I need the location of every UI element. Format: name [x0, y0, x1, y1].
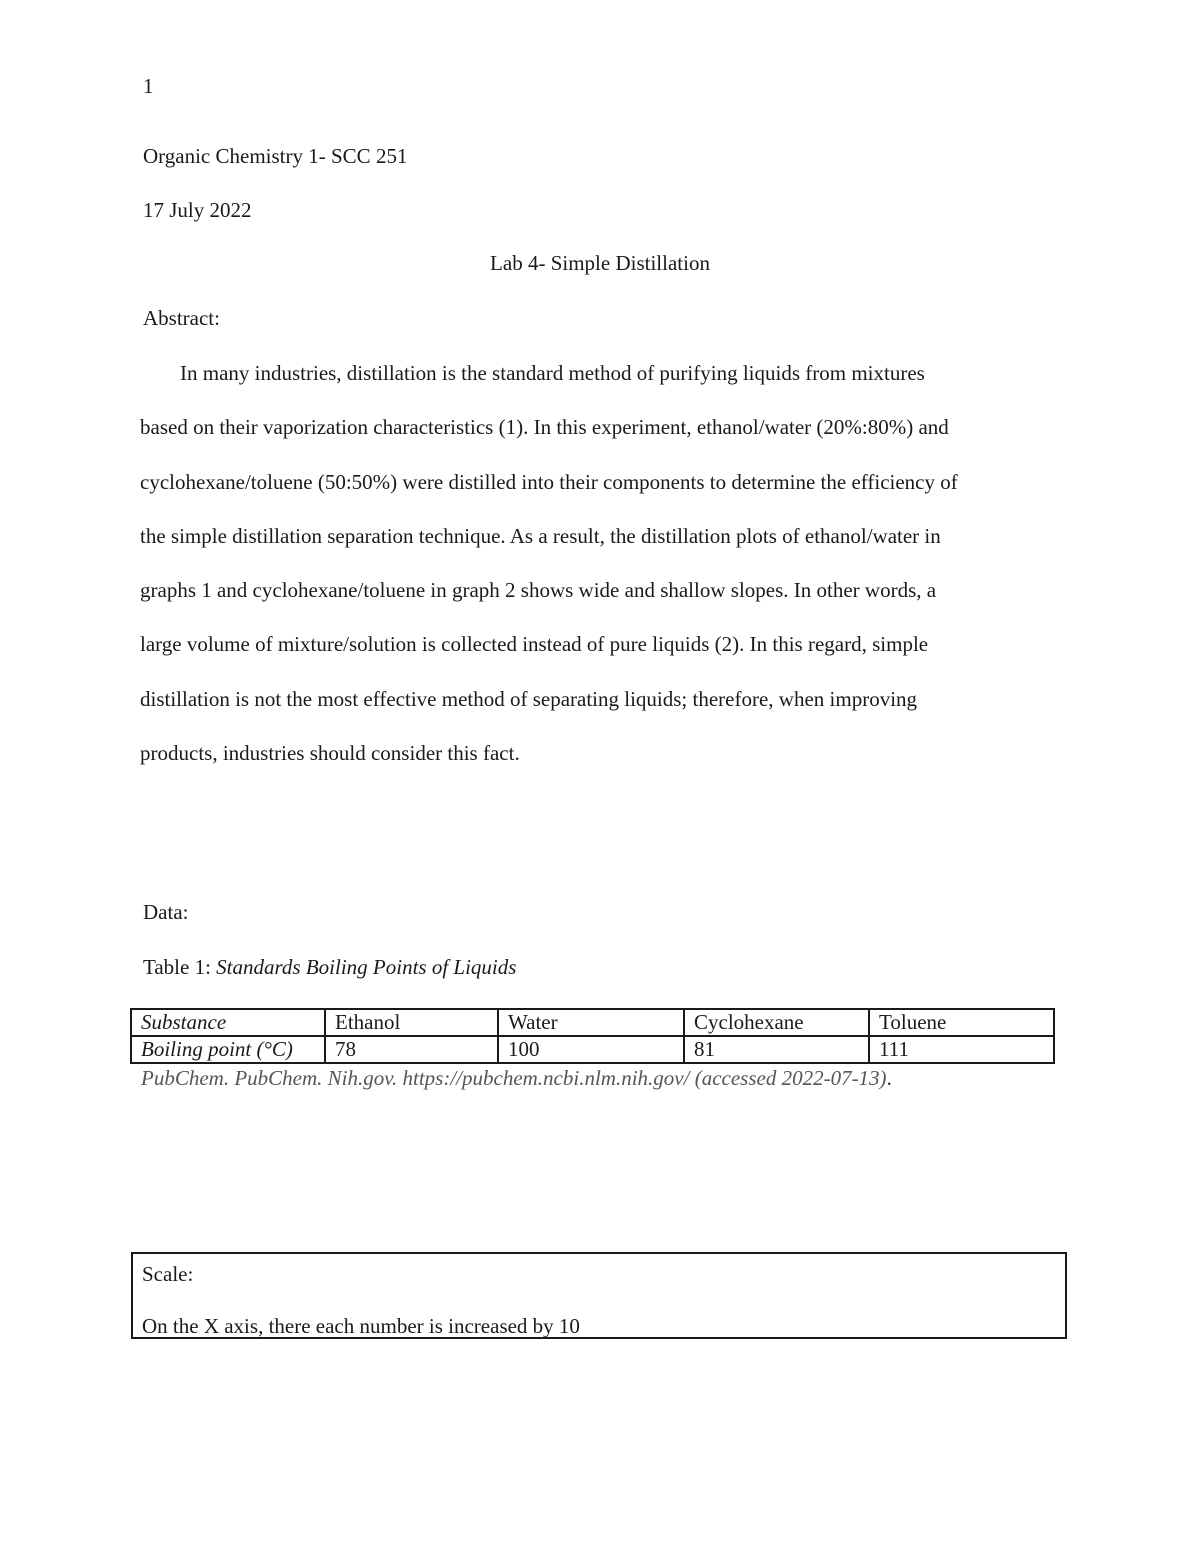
abstract-line: cyclohexane/toluene (50:50%) were distilled into their components to determine the efficiency of — [140, 469, 958, 494]
scale-text: On the X axis, there each number is increased by 10 — [142, 1314, 580, 1338]
table-caption — [143, 955, 516, 980]
table-cell: 111 — [869, 1036, 1054, 1063]
table-caption-prefix: Table 1: — [143, 955, 217, 979]
abstract-line: graphs 1 and cyclohexane/toluene in graph 2 shows wide and shallow slopes. In other words, a — [140, 578, 937, 603]
boiling-points-table — [130, 1008, 1055, 1064]
table-row — [131, 1036, 1054, 1063]
abstract-line: In many industries, distillation is the standard method of purifying liquids from mixtures — [180, 361, 925, 385]
table-cell: 100 — [498, 1036, 684, 1063]
citation-end: . — [886, 1066, 892, 1090]
data-heading: Data: — [143, 900, 189, 924]
scale-label: Scale: — [142, 1262, 194, 1286]
abstract-heading: Abstract: — [143, 306, 220, 330]
abstract-line: based on their vaporization characteristics (1). In this experiment, ethanol/water (20%:80%) and — [140, 415, 949, 440]
table-cell: Toluene — [869, 1009, 1054, 1036]
table-citation — [141, 1066, 892, 1091]
abstract-line: distillation is not the most effective method of separating liquids; therefore, when improving — [140, 686, 918, 711]
table-caption-title: Standards Boiling Points of Liquids — [216, 955, 517, 979]
abstract-line: the simple distillation separation technique. As a result, the distillation plots of ethanol/water in — [140, 523, 941, 548]
citation-text: PubChem. PubChem. Nih.gov. https://pubchem.ncbi.nlm.nih.gov/ (accessed 2022-07-13) — [141, 1066, 887, 1090]
table-cell: Substance — [131, 1009, 325, 1036]
table-cell: 81 — [684, 1036, 869, 1063]
abstract-line: large volume of mixture/solution is collected instead of pure liquids (2). In this regard, simple — [140, 632, 929, 657]
abstract-line: products, industries should consider this fact. — [140, 741, 520, 766]
scale-box — [131, 1252, 1067, 1339]
page-number: 1 — [143, 74, 154, 98]
table-cell: Cyclohexane — [684, 1009, 869, 1036]
date-line: 17 July 2022 — [143, 198, 252, 222]
abstract-paragraph — [140, 346, 1070, 780]
course-line: Organic Chemistry 1- SCC 251 — [143, 144, 408, 168]
table-cell: Ethanol — [325, 1009, 498, 1036]
table-cell: Water — [498, 1009, 684, 1036]
document-title: Lab 4- Simple Distillation — [490, 251, 710, 275]
table-cell: 78 — [325, 1036, 498, 1063]
table-header-row — [131, 1009, 1054, 1036]
table-cell: Boiling point (°C) — [131, 1036, 325, 1063]
